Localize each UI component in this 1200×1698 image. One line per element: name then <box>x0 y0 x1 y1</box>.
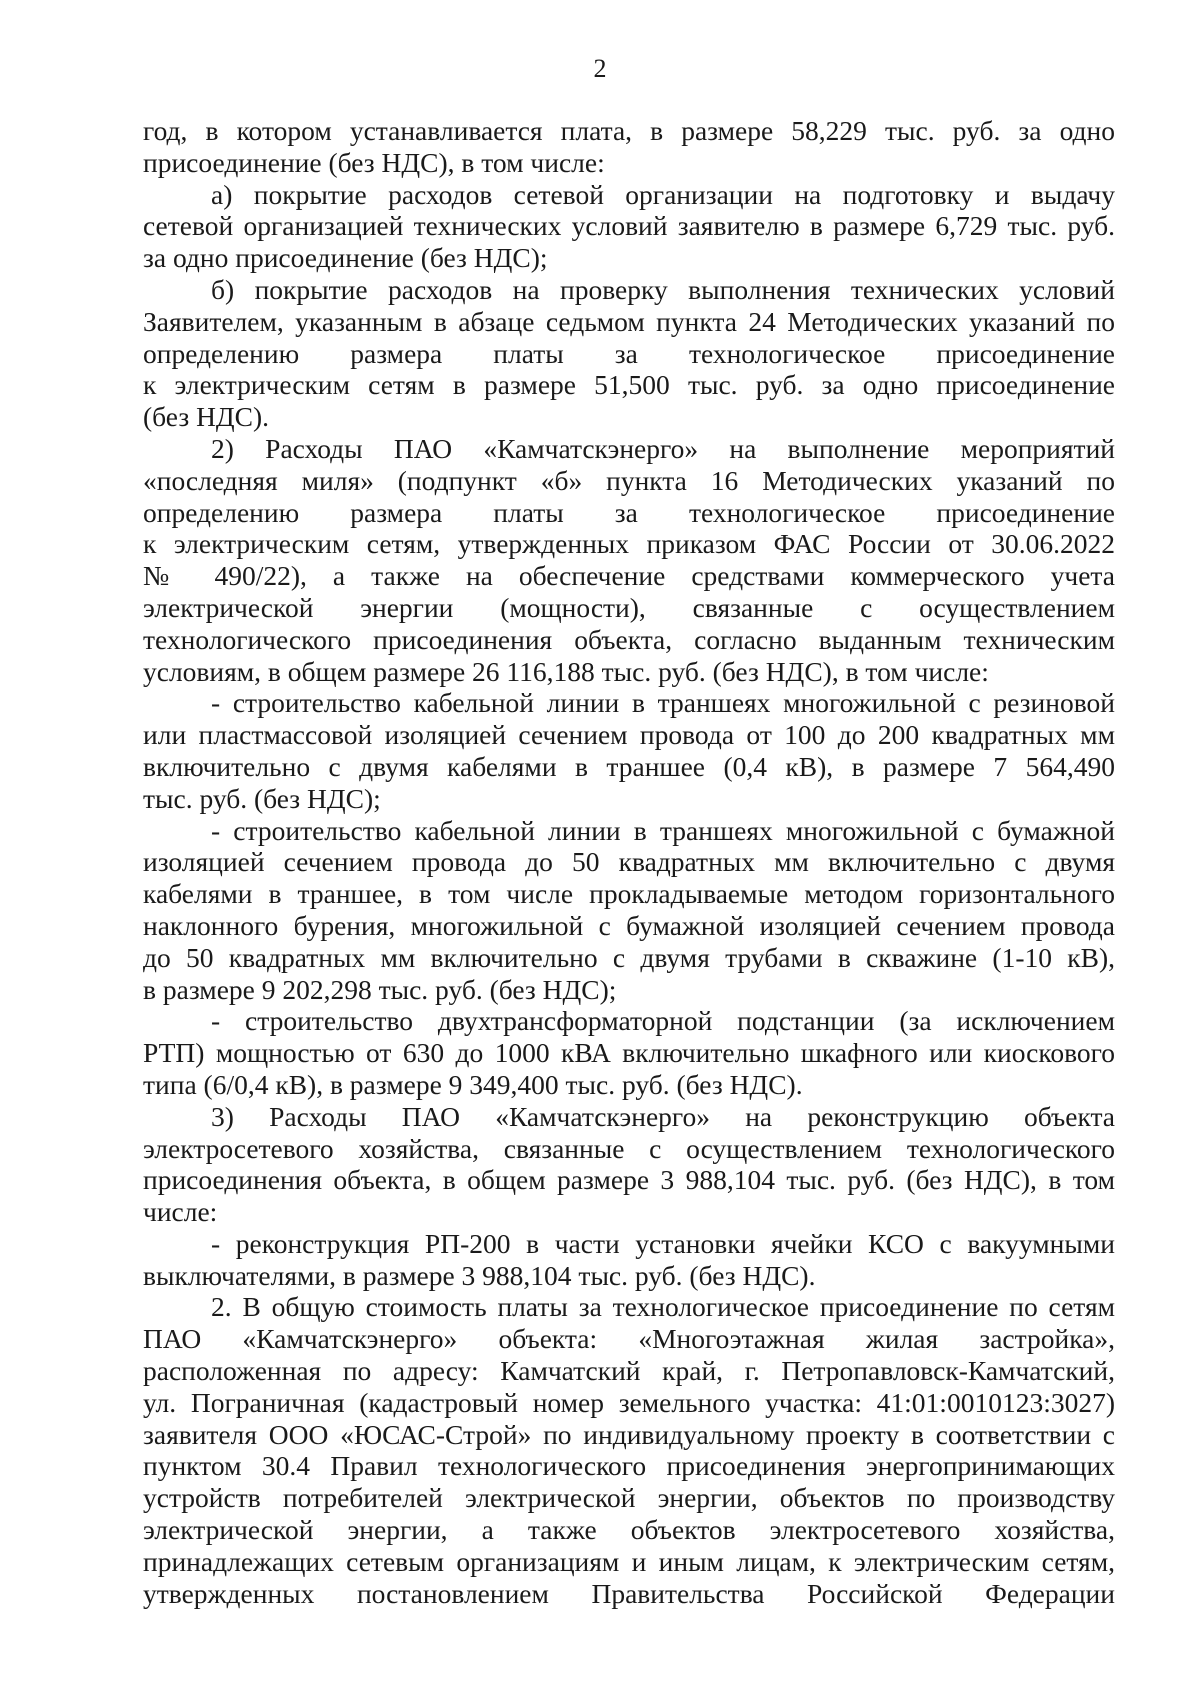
text-line: принадлежащих сетевым организациям и иным лицам, к электрическим сетям, <box>143 1545 1115 1577</box>
text-line: - строительство кабельной линии в траншеях многожильной с резиновой <box>211 687 1115 719</box>
text-line: расположенная по адресу: Камчатский край, г. Петропавловск-Камчатский, <box>143 1355 1115 1387</box>
text-line: ПАО «Камчатскэнерго» объекта: «Многоэтажная жилая застройка», <box>143 1323 1115 1355</box>
text-line: 3) Расходы ПАО «Камчатскэнерго» на реконструкцию объекта <box>211 1100 1115 1132</box>
text-line: определению размера платы за технологическое присоединение <box>143 496 1115 528</box>
text-line: за одно присоединение (без НДС); <box>143 242 548 274</box>
text-line: включительно с двумя кабелями в траншее (0,4 кВ), в размере 7 564,490 <box>143 750 1115 782</box>
text-line: а) покрытие расходов сетевой организации на подготовку и выдачу <box>211 178 1115 210</box>
text-line: наклонного бурения, многожильной с бумажной изоляцией сечением провода <box>143 909 1115 941</box>
text-line: - реконструкция РП-200 в части установки ячейки КСО с вакуумными <box>211 1227 1115 1259</box>
text-line: присоединение (без НДС), в том числе: <box>143 146 605 178</box>
text-line: к электрическим сетям, утвержденных приказом ФАС России от 30.06.2022 <box>143 528 1115 560</box>
text-line: электрической энергии (мощности), связанные с осуществлением <box>143 591 1115 623</box>
text-line: условиям, в общем размере 26 116,188 тыс. руб. (без НДС), в том числе: <box>143 655 989 687</box>
text-line: или пластмассовой изоляцией сечением провода от 100 до 200 квадратных мм <box>143 719 1115 751</box>
text-line: тыс. руб. (без НДС); <box>143 782 381 814</box>
text-line: пунктом 30.4 Правил технологического присоединения энергопринимающих <box>143 1450 1115 1482</box>
text-line: 2) Расходы ПАО «Камчатскэнерго» на выполнение мероприятий <box>211 432 1115 464</box>
text-line: РТП) мощностью от 630 до 1000 кВА включительно шкафного или киоскового <box>143 1037 1115 1069</box>
text-line: год, в котором устанавливается плата, в размере 58,229 тыс. руб. за одно <box>143 115 1115 146</box>
text-line: Заявителем, указанным в абзаце седьмом пункта 24 Методических указаний по <box>143 305 1115 337</box>
text-line: кабелями в траншее, в том числе прокладываемые методом горизонтального <box>143 878 1115 910</box>
page-number: 2 <box>593 54 607 83</box>
text-line: устройств потребителей электрической энергии, объектов по производству <box>143 1482 1115 1514</box>
text-line: «последняя миля» (подпункт «б» пункта 16 Методических указаний по <box>143 464 1115 496</box>
text-line: технологического присоединения объекта, согласно выданным техническим <box>143 623 1115 655</box>
text-line: присоединения объекта, в общем размере 3 988,104 тыс. руб. (без НДС), в том <box>143 1164 1115 1196</box>
text-line: заявителя ООО «ЮСАС-Строй» по индивидуальному проекту в соответствии с <box>143 1418 1115 1450</box>
text-line: утвержденных постановлением Правительства Российской Федерации <box>143 1577 1115 1609</box>
text-line: числе: <box>143 1196 218 1228</box>
text-line: ул. Пограничная (кадастровый номер земельного участка: 41:01:0010123:3027) <box>143 1386 1115 1418</box>
document-body <box>143 115 1115 1609</box>
text-line: к электрическим сетям в размере 51,500 тыс. руб. за одно присоединение <box>143 369 1115 401</box>
text-line: (без НДС). <box>143 401 270 433</box>
text-line: сетевой организацией технических условий заявителю в размере 6,729 тыс. руб. <box>143 210 1115 242</box>
text-line: 2. В общую стоимость платы за технологическое присоединение по сетям <box>211 1291 1115 1323</box>
text-line: электрической энергии, а также объектов электросетевого хозяйства, <box>143 1514 1115 1546</box>
text-line: б) покрытие расходов на проверку выполнения технических условий <box>211 273 1115 305</box>
text-line: до 50 квадратных мм включительно с двумя трубами в скважине (1-10 кВ), <box>143 941 1115 973</box>
text-line: - строительство кабельной линии в траншеях многожильной с бумажной <box>211 814 1115 846</box>
text-line: в размере 9 202,298 тыс. руб. (без НДС); <box>143 973 617 1005</box>
text-line: выключателями, в размере 3 988,104 тыс. руб. (без НДС). <box>143 1259 816 1291</box>
text-line: типа (6/0,4 кВ), в размере 9 349,400 тыс. руб. (без НДС). <box>143 1068 803 1100</box>
text-line: электросетевого хозяйства, связанные с осуществлением технологического <box>143 1132 1115 1164</box>
text-line: определению размера платы за технологическое присоединение <box>143 337 1115 369</box>
text-line: - строительство двухтрансформаторной подстанции (за исключением <box>211 1005 1115 1037</box>
text-line: изоляцией сечением провода до 50 квадратных мм включительно с двумя <box>143 846 1115 878</box>
text-line: № 490/22), а также на обеспечение средствами коммерческого учета <box>143 560 1115 592</box>
